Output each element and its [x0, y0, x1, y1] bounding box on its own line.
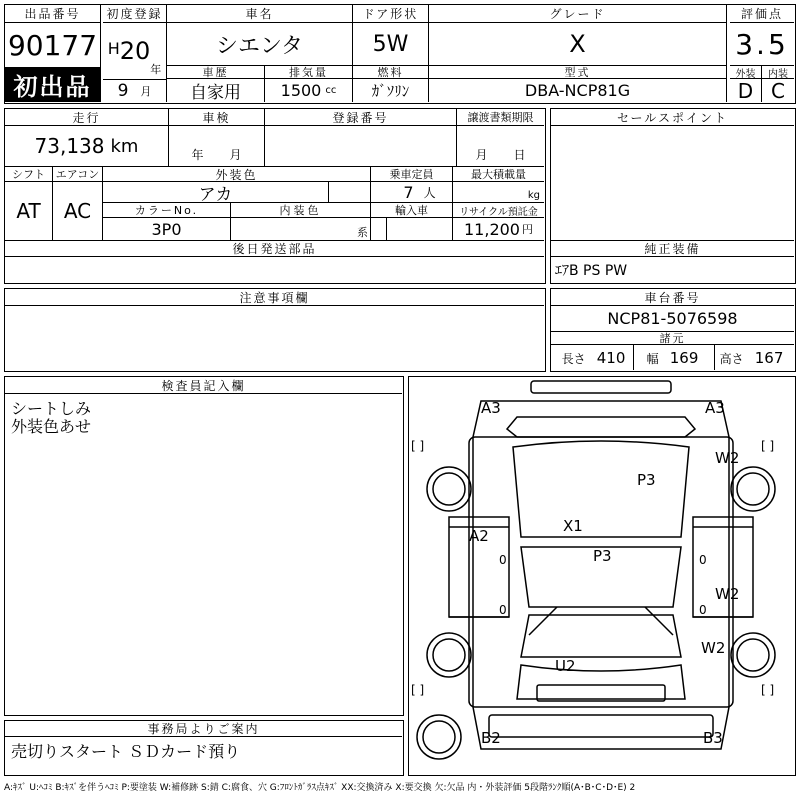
details-block: [4, 108, 546, 284]
score-int: C: [771, 78, 785, 103]
zero-4: 0: [699, 603, 707, 617]
mark-b2: B2: [481, 729, 501, 747]
zero-3: 0: [699, 553, 707, 567]
interior-label: 内装色: [231, 202, 371, 218]
score-ext: D: [730, 79, 762, 102]
reg-era: H: [107, 38, 120, 58]
inspector-label: 検査員記入欄: [5, 377, 402, 394]
mark-w2-front: W2: [715, 449, 740, 467]
door-value: 5W: [353, 23, 429, 65]
recycle: [453, 218, 544, 240]
load: [453, 182, 544, 202]
mark-x1: X1: [563, 517, 583, 535]
disp-label: 排気量: [265, 65, 353, 79]
width-label: 幅: [646, 352, 659, 366]
inspection: [169, 126, 265, 166]
transfer-month-unit: 月: [475, 148, 488, 162]
bracket-right-2: [ ]: [761, 683, 775, 697]
length-label: 長さ: [561, 352, 586, 366]
mark-w2-side: W2: [715, 585, 740, 603]
inspection-label: 車検: [169, 109, 265, 126]
fuel-label: 燃料: [353, 65, 429, 79]
header-block: [4, 4, 796, 104]
length-field: [562, 348, 626, 367]
office-block: [4, 720, 404, 776]
mileage-unit: km: [110, 135, 139, 157]
ac-value: AC: [53, 182, 103, 240]
equip-label: 純正装備: [551, 240, 794, 257]
history-value: 自家用: [167, 79, 265, 102]
score-value: 3.5: [735, 27, 789, 61]
mileage-value: 73,138: [34, 134, 105, 158]
disp: [265, 79, 353, 102]
recycle-unit: 円: [521, 223, 533, 236]
sales-block: [550, 108, 796, 284]
notes-label: 注意事項欄: [5, 289, 544, 306]
reg-month-value: 9: [117, 81, 129, 101]
score-label: 評価点: [730, 5, 794, 23]
sales-label: セールスポイント: [551, 109, 794, 126]
car-outline: [409, 377, 794, 774]
zero-1: 0: [499, 553, 507, 567]
chassis-value: NCP81-5076598: [607, 309, 738, 328]
load-unit: kg: [527, 189, 540, 201]
dims: [551, 345, 794, 370]
grade-label: グレード: [429, 5, 727, 23]
color-no-value: 3P0: [103, 218, 231, 240]
exterior-label: 外装色: [103, 166, 371, 182]
lot-label: 出品番号: [5, 5, 101, 23]
capacity-label: 乗車定員: [371, 166, 453, 182]
exterior-value: アカ: [103, 182, 329, 202]
zero-2: 0: [499, 603, 507, 617]
reg-year-unit: 年: [150, 63, 162, 76]
equip-value: ｴｱB PS PW: [555, 262, 628, 279]
legend: A:ｷｽﾞ U:ﾍｺﾐ B:ｷｽﾞを伴うﾍｺﾐ P:要塗装 W:補修跡 S:錆 C:腐食、穴 G:ﾌﾛﾝﾄｶﾞﾗｽ点ｷｽﾞ XX:交換済み X:要交換 欠:欠品 内・外装評価 5段階ﾗﾝｸ順(A･B･C･D･E) 2: [4, 783, 636, 793]
lot-number: 90177: [5, 23, 101, 67]
model-value: DBA-NCP81G: [429, 79, 727, 102]
chassis-label: 車台番号: [551, 289, 794, 306]
dims-divider-2: [714, 345, 715, 370]
dims-label: 諸元: [551, 331, 794, 345]
interior: [231, 218, 371, 240]
recycle-label: リサイクル預託金: [453, 202, 544, 218]
length-value: 410: [596, 349, 626, 367]
inspection-year-unit: 年: [191, 148, 204, 162]
plate-value: [265, 126, 457, 166]
transfer-day-unit: 日: [513, 148, 526, 162]
width-field: [647, 348, 699, 367]
car-diagram: [408, 376, 796, 776]
history-label: 車歴: [167, 65, 265, 79]
capacity: [371, 182, 453, 202]
score-int-label: 内装: [762, 65, 794, 79]
transfer: [457, 126, 544, 166]
mark-a3-right: A3: [705, 399, 725, 417]
later-value: [5, 257, 544, 282]
fuel-value: ｶﾞｿﾘﾝ: [353, 79, 429, 102]
recycle-value: 11,200: [464, 219, 520, 239]
dims-divider-1: [633, 345, 634, 370]
grade-value: X: [429, 23, 727, 65]
mark-b3: B3: [703, 729, 723, 747]
bracket-left-2: [ ]: [411, 683, 425, 697]
disp-value: 1500: [280, 81, 322, 100]
car-label: 車名: [167, 5, 353, 23]
car-name: シエンタ: [167, 23, 353, 65]
height-value: 167: [754, 349, 784, 367]
mark-p3-roof: P3: [593, 547, 612, 565]
door-label: ドア形状: [353, 5, 429, 23]
bracket-left-1: [ ]: [411, 439, 425, 453]
later-label: 後日発送部品: [5, 240, 544, 257]
capacity-unit: 人: [423, 185, 436, 200]
color-no-label: カラーNo.: [103, 202, 231, 218]
reg-month-unit: 月: [140, 85, 152, 98]
inspector-line-1: シートしみ: [11, 399, 92, 418]
interior-unit: 系: [357, 226, 368, 239]
width-value: 169: [669, 349, 699, 367]
ac-label: エアコン: [53, 166, 103, 182]
score-ext-label: 外装: [730, 65, 762, 79]
mileage: [5, 126, 169, 166]
height-field: [720, 348, 784, 367]
sales-value: [551, 126, 794, 240]
load-label: 最大積載量: [453, 166, 544, 182]
mark-p3-hood: P3: [637, 471, 656, 489]
height-label: 高さ: [719, 352, 744, 366]
chassis-block: [550, 288, 796, 372]
mark-w2-rear: W2: [701, 639, 726, 657]
mark-a3-left: A3: [481, 399, 501, 417]
mark-u2: U2: [555, 657, 576, 675]
plate-label: 登録番号: [265, 109, 457, 126]
transfer-label: 譲渡書類期限: [457, 109, 544, 126]
inspection-month-unit: 月: [229, 148, 242, 162]
inspector-line-2: 外装色あせ: [11, 417, 92, 436]
exterior-extra: [329, 182, 371, 202]
reg-year: 20: [119, 37, 151, 65]
reg-date: [103, 23, 167, 79]
capacity-value: 7: [403, 182, 414, 202]
shift-label: シフト: [5, 166, 53, 182]
shift-value: AT: [5, 182, 53, 240]
model-label: 型式: [429, 65, 727, 79]
notes-block: [4, 288, 546, 372]
first-listing-badge: 初出品: [5, 67, 101, 102]
inspector-block: [4, 376, 404, 716]
reg-label: 初度登録: [103, 5, 167, 23]
import-divider: [371, 218, 387, 240]
disp-unit: cc: [325, 85, 337, 96]
bracket-right-1: [ ]: [761, 439, 775, 453]
mark-a2: A2: [469, 527, 489, 545]
office-label: 事務局よりご案内: [5, 721, 402, 737]
mileage-label: 走行: [5, 109, 169, 126]
reg-month: [103, 79, 167, 102]
import-label: 輸入車: [371, 202, 453, 218]
office-text: 売切りスタート ＳＤカード預り: [11, 742, 241, 761]
